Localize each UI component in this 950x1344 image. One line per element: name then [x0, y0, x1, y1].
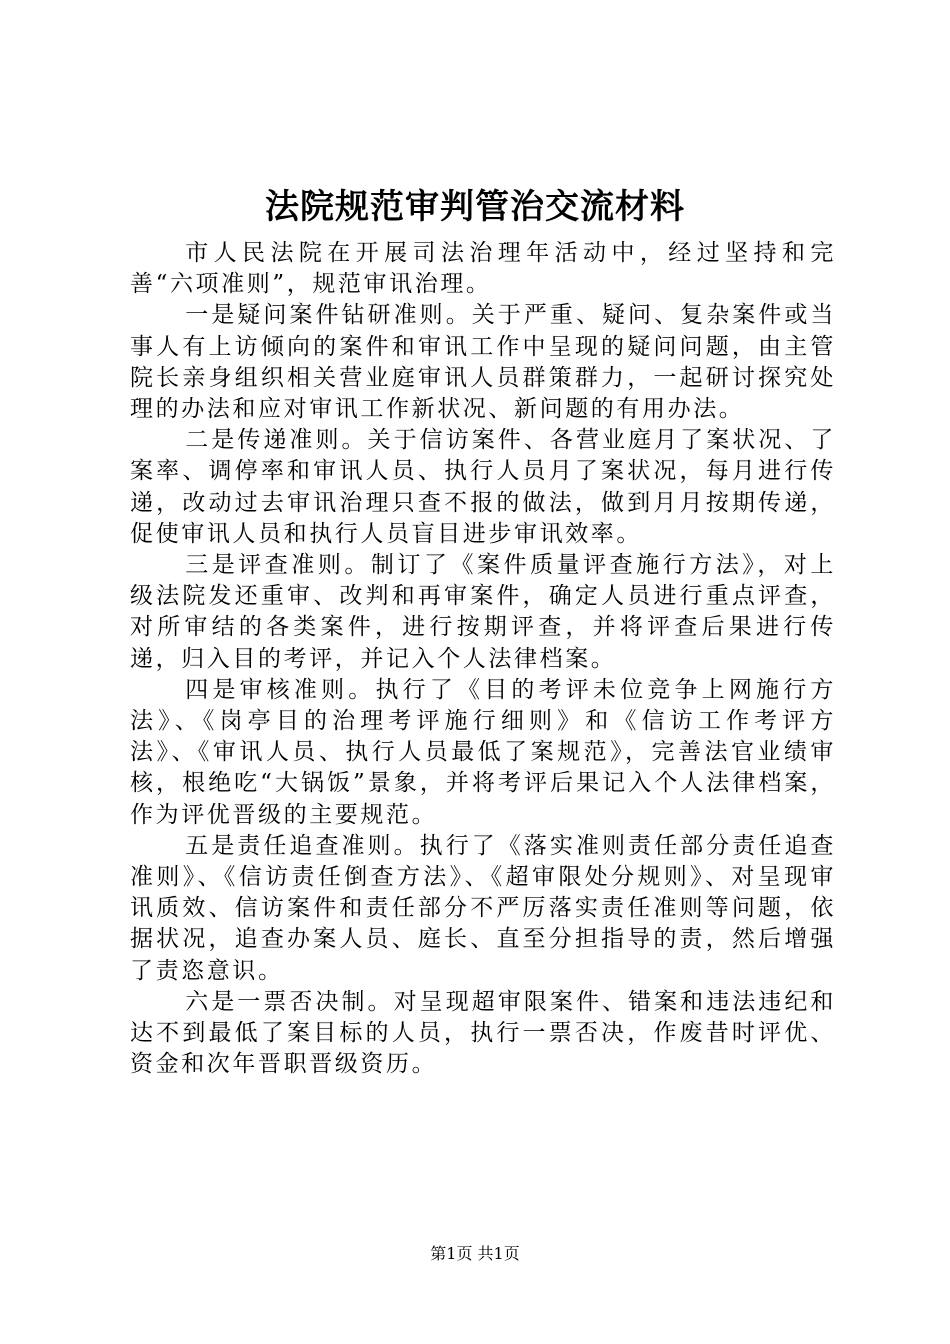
paragraph-rule-2: 二是传递准则。关于信访案件、各营业庭月了案状况、了案率、调停率和审讯人员、执行人员月了案状况，每月进行传递，改动过去审讯治理只查不报的做法，做到月月按期传递，促使审讯人员和执行人员盲目进步审讯效率。	[130, 427, 836, 547]
paragraph-rule-3: 三是评查准则。制订了《案件质量评查施行方法》，对上级法院发还重审、改判和再审案件，确定人员进行重点评查，对所审结的各类案件，进行按期评查，并将评查后果进行传递，归入目的考评，并记入个人法律档案。	[130, 552, 836, 672]
page-number-footer: 第1页 共1页	[430, 1244, 520, 1263]
document-title: 法院规范审判管治交流材料	[265, 187, 685, 227]
paragraph-rule-1: 一是疑问案件钻研准则。关于严重、疑问、复杂案件或当事人有上访倾向的案件和审讯工作中呈现的疑问问题，由主管院长亲身组织相关营业庭审讯人员群策群力，一起研讨探究处理的办法和应对审讯工作新状况、新问题的有用办法。	[130, 302, 836, 423]
paragraph-intro: 市人民法院在开展司法治理年活动中，经过坚持和完善“六项准则”，规范审讯治理。	[130, 240, 836, 298]
paragraph-rule-6: 六是一票否决制。对呈现超审限案件、错案和违法违纪和达不到最低了案目标的人员，执行一票否决，作废昔时评优、资金和次年晋职晋级资历。	[130, 988, 836, 1078]
paragraph-rule-5: 五是责任追查准则。执行了《落实准则责任部分责任追查准则》、《信访责任倒查方法》、《超审限处分规则》、对呈现审讯质效、信访案件和责任部分不严厉落实责任准则等问题，依据状况，追查办案人员、庭长、直至分担指导的责，然后增强了责恣意识。	[130, 832, 836, 984]
document-body	[130, 238, 836, 1080]
paragraph-rule-4: 四是审核准则。执行了《目的考评未位竞争上网施行方法》、《岗亭目的治理考评施行细则》和《信访工作考评方法》、《审讯人员、执行人员最低了案规范》，完善法官业绩审核，根绝吃“大锅饭”景象，并将考评后果记入个人法律档案，作为评优晋级的主要规范。	[130, 676, 836, 828]
